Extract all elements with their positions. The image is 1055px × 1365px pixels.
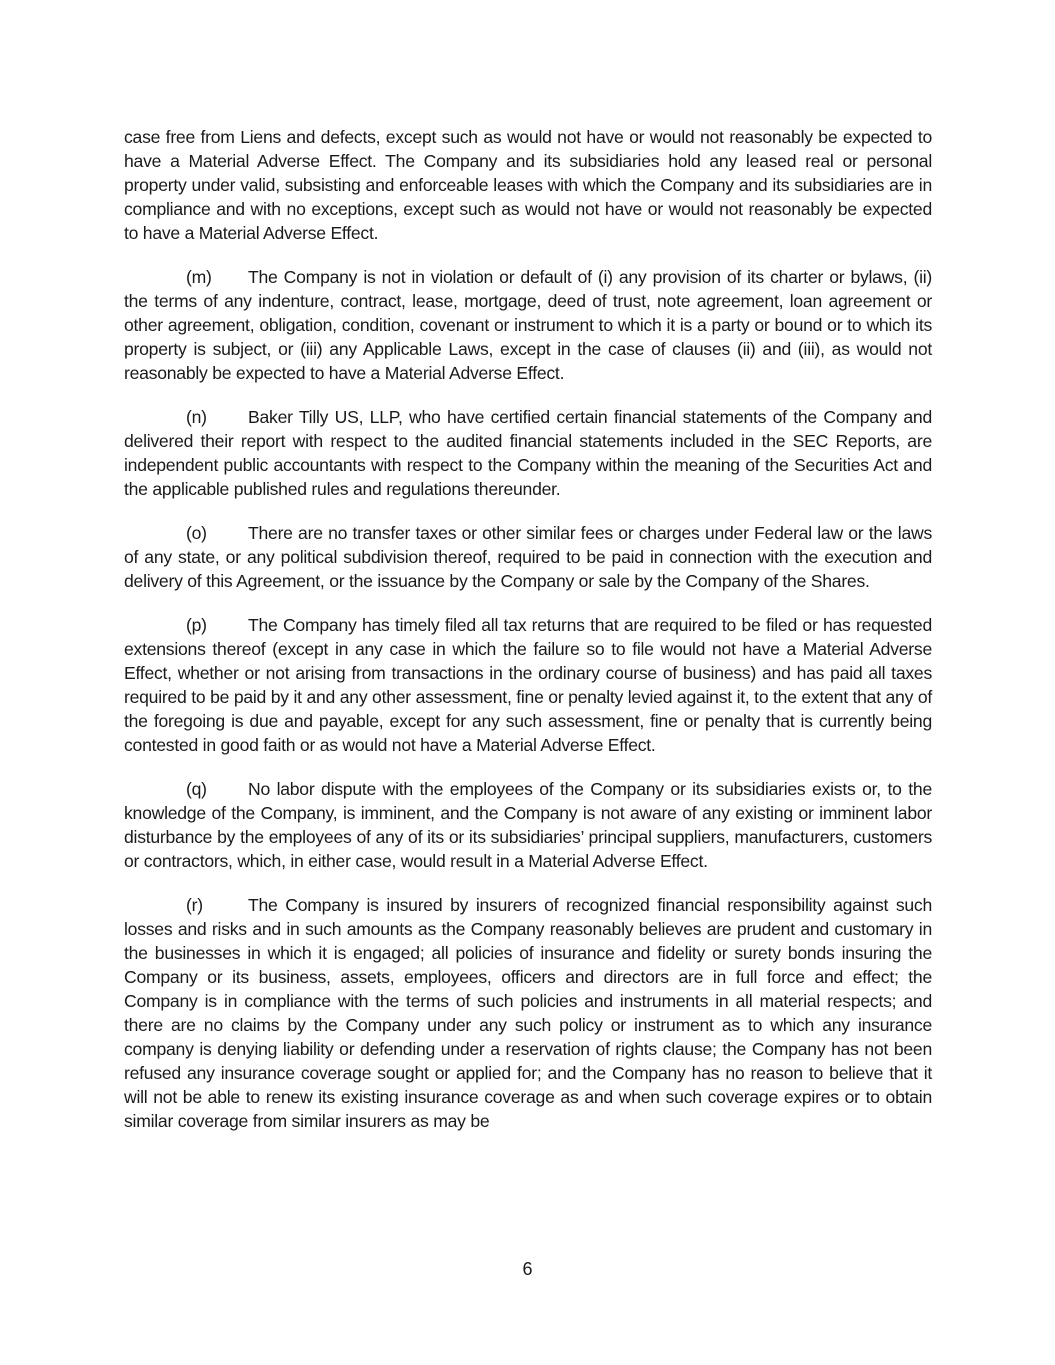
paragraph-text: There are no transfer taxes or other similar fees or charges under Federal law or the laws of any state, or any political subdivision thereof, required to be paid in connection with the execution and delivery of this Agreement, or the issuance by the Company or sale by the Company of the Shares. [124, 523, 932, 591]
paragraph-r [124, 893, 932, 1133]
paragraph-label: (m) [186, 267, 212, 287]
document-body [124, 125, 932, 1153]
paragraph-label: (o) [186, 523, 207, 543]
paragraph-text: The Company is not in violation or default of (i) any provision of its charter or bylaws, (ii) the terms of any indenture, contract, lease, mortgage, deed of trust, note agreement, loan agreement or other agreement, obligation, condition, covenant or instrument to which it is a party or bound or to which its property is subject, or (iii) any Applicable Laws, except in the case of clauses (ii) and (iii), as would not reasonably be expected to have a Material Adverse Effect. [124, 267, 932, 383]
page-number: 6 [522, 1259, 533, 1279]
paragraph-text: The Company has timely filed all tax returns that are required to be filed or has requested extensions thereof (except in any case in which the failure so to file would not have a Material Adverse Effect, whether or not arising from transactions in the ordinary course of business) and has paid all taxes required to be paid by it and any other assessment, fine or penalty levied against it, to the extent that any of the foregoing is due and payable, except for any such assessment, fine or penalty that is currently being contested in good faith or as would not have a Material Adverse Effect. [124, 615, 932, 755]
paragraph-p [124, 613, 932, 757]
paragraph-text: The Company is insured by insurers of recognized financial responsibility against such losses and risks and in such amounts as the Company reasonably believes are prudent and customary in the businesses in which it is engaged; all policies of insurance and fidelity or surety bonds insuring the Company or its business, assets, employees, officers and directors are in full force and effect; the Company is in compliance with the terms of such policies and instruments in all material respects; and there are no claims by the Company under any such policy or instrument as to which any insurance company is denying liability or defending under a reservation of rights clause; the Company has not been refused any insurance coverage sought or applied for; and the Company has no reason to believe that it will not be able to renew its existing insurance coverage as and when such coverage expires or to obtain similar coverage from similar insurers as may be [124, 895, 932, 1131]
paragraph-text: Baker Tilly US, LLP, who have certified certain financial statements of the Company and delivered their report with respect to the audited financial statements included in the SEC Reports, are independent public accountants with respect to the Company within the meaning of the Securities Act and the applicable published rules and regulations thereunder. [124, 407, 932, 499]
paragraph-label: (r) [186, 895, 203, 915]
paragraph-o [124, 521, 932, 593]
paragraph-m [124, 265, 932, 385]
paragraph-q [124, 777, 932, 873]
paragraph-n [124, 405, 932, 501]
paragraph-label: (p) [186, 615, 207, 635]
paragraph-text: No labor dispute with the employees of the Company or its subsidiaries exists or, to the knowledge of the Company, is imminent, and the Company is not aware of any existing or imminent labor disturbance by the employees of any of its or its subsidiaries’ principal suppliers, manufacturers, customers or contractors, which, in either case, would result in a Material Adverse Effect. [124, 779, 932, 871]
paragraph-label: (q) [186, 779, 207, 799]
intro-paragraph: case free from Liens and defects, except such as would not have or would not reasonably be expected to have a Material Adverse Effect. The Company and its subsidiaries hold any leased real or personal property under valid, subsisting and enforceable leases with which the Company and its subsidiaries are in compliance and with no exceptions, except such as would not have or would not reasonably be expected to have a Material Adverse Effect. [124, 127, 932, 243]
paragraph-label: (n) [186, 407, 207, 427]
